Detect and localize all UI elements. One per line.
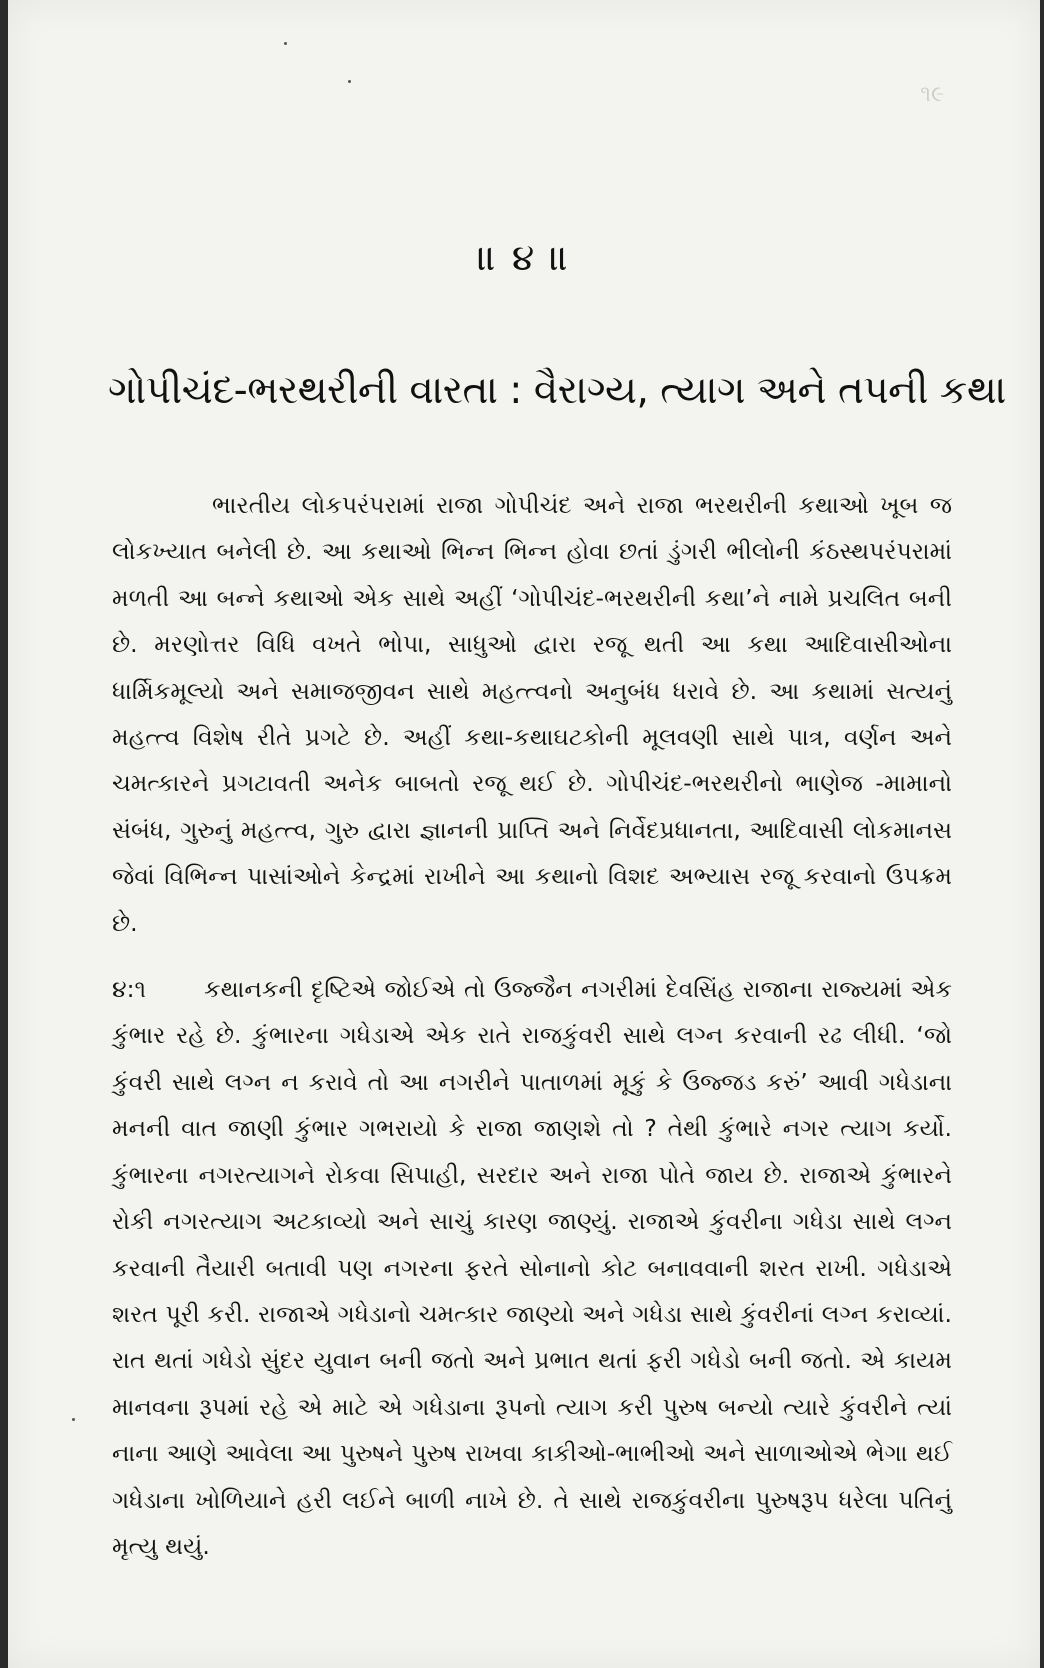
chapter-title: ગોપીચંદ-ભરથરીની વારતા : વૈરાગ્ય, ત્યાગ અને તપની કથા [108, 368, 1006, 413]
speck-mark [72, 1418, 75, 1421]
book-page [8, 0, 1040, 1668]
section-number: ૪:૧ [112, 975, 147, 1004]
section-paragraph-text: કથાનકની દૃષ્ટિએ જોઈએ તો ઉજ્જૈન નગરીમાં દેવસિંહ રાજાના રાજ્યમાં એક કુંભાર રહે છે. કુંભારના ગધેડાએ એક રાતે રાજકુંવરી સાથે લગ્ન કરવાની રઢ લીધી. ‘જો કુંવરી સાથે લગ્ન ન કરાવે તો આ નગરીને પાતાળમાં મૂકું કે ઉજ્જડ કરું’ આવી ગધેડાના મનની વાત જાણી કુંભાર ગભરાયો કે રાજા જાણશે તો ? તેથી કુંભારે નગર ત્યાગ કર્યો. કુંભારના નગરત્યાગને રોકવા સિપાહી, સરદાર અને રાજા પોતે જાય છે. રાજાએ કુંભારને રોકી નગરત્યાગ અટકાવ્યો અને સાચું કારણ જાણ્યું. રાજાએ કુંવરીના ગધેડા સાથે લગ્ન કરવાની તૈયારી બતાવી પણ નગરના ફરતે સોનાનો કોટ બનાવવાની શરત રાખી. ગધેડાએ શરત પૂરી કરી. રાજાએ ગધેડાનો ચમત્કાર જાણ્યો અને ગધેડા સાથે કુંવરીનાં લગ્ન કરાવ્યાં. રાત થતાં ગધેડો સુંદર યુવાન બની જતો અને પ્રભાત થતાં ફરી ગધેડો બની જતો. એ કાયમ માનવના રૂપમાં રહે એ માટે એ ગધેડાના રૂપનો ત્યાગ કરી પુરુષ બન્યો ત્યારે કુંવરીને ત્યાં નાના આણે આવેલા આ પુરુષને પુરુષ રાખવા કાકીઓ-ભાભીઓ અને સાળાઓએ ભેગા થઈ ગધેડાના ખોળિયાને હરી લઈને બાળી નાખે છે. તે સાથે રાજકુંવરીના પુરુષરૂપ ધરેલા પતિનું મૃત્યુ થયું. [112, 975, 952, 1560]
body-text [112, 482, 952, 1569]
intro-paragraph: ભારતીય લોકપરંપરામાં રાજા ગોપીચંદ અને રાજા ભરથરીની કથાઓ ખૂબ જ લોકખ્યાત બનેલી છે. આ કથાઓ ભિન્ન ભિન્ન હોવા છતાં ડુંગરી ભીલોની કંઠસ્થપરંપરામાં મળતી આ બન્ને કથાઓ એક સાથે અહીં ‘ગોપીચંદ-ભરથરીની કથા’ને નામે પ્રચલિત બની છે. મરણોત્તર વિધિ વખતે ભોપા, સાધુઓ દ્વારા રજૂ થતી આ કથા આદિવાસીઓના ધાર્મિકમૂલ્યો અને સમાજજીવન સાથે મહત્ત્વનો અનુબંધ ધરાવે છે. આ કથામાં સત્યનું મહત્ત્વ વિશેષ રીતે પ્રગટે છે. અહીં કથા-કથાઘટકોની મૂલવણી સાથે પાત્ર, વર્ણન અને ચમત્કારને પ્રગટાવતી અનેક બાબતો રજૂ થઈ છે. ગોપીચંદ-ભરથરીનો ભાણેજ -મામાનો સંબંધ, ગુરુનું મહત્ત્વ, ગુરુ દ્વારા જ્ઞાનની પ્રાપ્તિ અને નિર્વેદપ્રધાનતા, આદિવાસી લોકમાનસ જેવાં વિભિન્ન પાસાંઓને કેન્દ્રમાં રાખીને આ કથાનો વિશદ અભ્યાસ રજૂ કરવાનો ઉપક્રમ છે. [112, 491, 952, 937]
speck-mark [284, 42, 287, 45]
page-number: ૧૯ [920, 82, 944, 107]
section-paragraph [112, 966, 952, 1569]
speck-mark [348, 80, 351, 83]
chapter-number: ॥ ૪ ॥ [477, 238, 571, 279]
